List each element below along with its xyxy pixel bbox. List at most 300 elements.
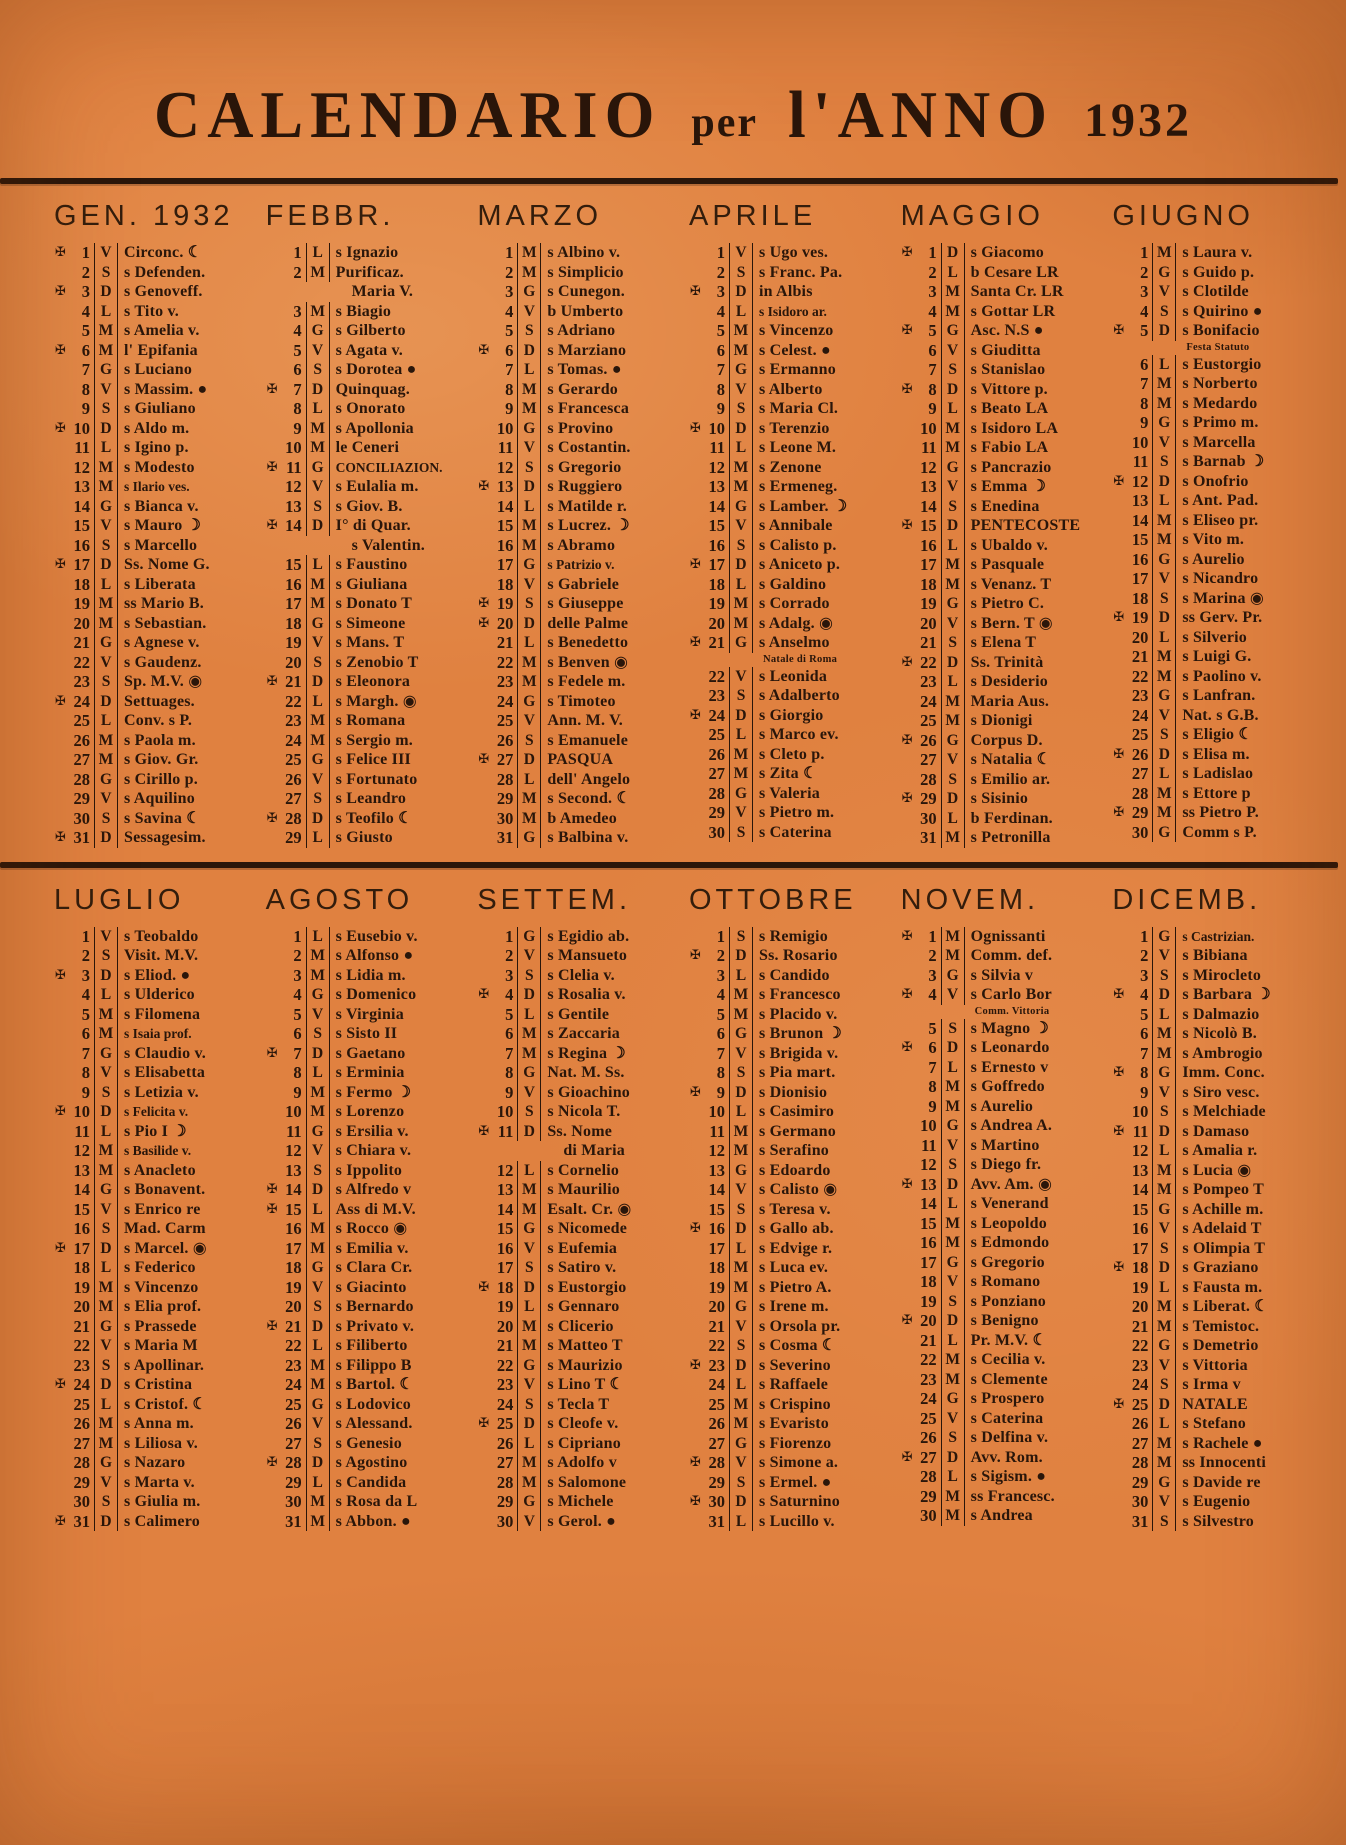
saint-name: s Guido p. (1182, 263, 1255, 281)
feast-cross-icon: ✠ (690, 284, 701, 299)
day-number: 27 (69, 750, 95, 770)
weekday-letter: V (942, 1136, 965, 1156)
day-number: 9 (704, 399, 730, 419)
day-row (52, 477, 254, 497)
day-row (52, 1083, 254, 1103)
day-number: 12 (69, 1141, 95, 1161)
saint-name: s Caterina (970, 1409, 1044, 1427)
day-row (475, 321, 677, 341)
day-row (52, 731, 254, 751)
weekday-letter: G (307, 985, 330, 1005)
weekday-letter: M (95, 1141, 118, 1161)
saint-name: s Defenden. (124, 263, 206, 281)
day-number: 19 (916, 594, 942, 614)
day-number: 7 (281, 380, 307, 400)
day-number: 23 (1127, 686, 1153, 706)
day-row (1110, 321, 1312, 341)
day-row (1110, 1044, 1312, 1064)
saint-name: Purificaz. (335, 263, 404, 281)
feast-cross-icon: ✠ (478, 1416, 490, 1431)
day-row (475, 1297, 677, 1317)
day-number: 21 (916, 633, 942, 653)
month-header-gen-1932: GEN. 1932 (54, 200, 234, 232)
saint-name: s Corrado (759, 595, 830, 612)
day-row (52, 302, 254, 322)
day-row (475, 1278, 677, 1298)
saint-name: Ann. M. V. (547, 712, 623, 729)
saint-name: s Delfina v. (970, 1429, 1049, 1446)
day-row (264, 458, 466, 478)
saint-name: s Simone a. (759, 1454, 839, 1471)
day-number: 15 (281, 1200, 307, 1220)
saint-name: s Dorotea ● (335, 361, 417, 378)
weekday-letter: G (95, 770, 118, 790)
weekday-letter: D (730, 1356, 753, 1376)
day-row (52, 1239, 254, 1259)
saint-name: s Adalg. ◉ (759, 614, 834, 632)
day-number: 19 (704, 1278, 730, 1298)
day-row (264, 1336, 466, 1356)
weekday-letter: G (95, 633, 118, 653)
day-row (264, 419, 466, 439)
day-number: 26 (69, 1414, 95, 1434)
day-number: 21 (492, 633, 518, 653)
weekday-letter: M (518, 1453, 541, 1473)
saint-name: s Rachele ● (1182, 1434, 1263, 1452)
weekday-letter: V (942, 750, 965, 770)
weekday-letter: G (1153, 1200, 1176, 1220)
day-number: 24 (69, 692, 95, 712)
day-number: 10 (281, 1102, 307, 1122)
day-row (1110, 628, 1312, 648)
weekday-letter: S (1153, 452, 1176, 472)
day-row (475, 1473, 677, 1493)
day-row (687, 686, 889, 706)
saint-name: s Cunegon. (547, 283, 625, 300)
weekday-letter: D (730, 1083, 753, 1103)
weekday-letter: G (518, 1492, 541, 1512)
day-row (264, 1395, 466, 1415)
day-row (899, 1233, 1101, 1253)
day-row (264, 1434, 466, 1454)
weekday-letter: L (942, 1331, 965, 1351)
day-number: 1 (1127, 243, 1153, 263)
weekday-letter: G (518, 1063, 541, 1083)
saint-name: ss Pietro P. (1182, 804, 1259, 821)
day-number: 14 (281, 1180, 307, 1200)
day-number: 27 (704, 1434, 730, 1454)
weekday-letter: G (1153, 927, 1176, 947)
day-number: 26 (704, 745, 730, 765)
day-row (687, 1453, 889, 1473)
weekday-letter: M (95, 614, 118, 634)
saint-name: s Fortunato (335, 770, 418, 788)
day-number: 16 (281, 575, 307, 595)
day-row (52, 1005, 254, 1025)
day-row (475, 1044, 677, 1064)
saint-name: s Matteo T (547, 1337, 623, 1354)
day-row (1110, 1161, 1312, 1181)
day-number: 16 (69, 536, 95, 556)
saint-name: s Faustino (335, 556, 408, 573)
day-row (475, 711, 677, 731)
weekday-letter: D (942, 1311, 965, 1331)
weekday-letter: G (307, 1258, 330, 1278)
weekday-letter: S (730, 1473, 753, 1493)
weekday-letter: L (942, 1467, 965, 1487)
day-number: 10 (492, 1102, 518, 1122)
day-number: 4 (916, 302, 942, 322)
day-number: 25 (916, 1409, 942, 1429)
day-number: 20 (704, 1297, 730, 1317)
saint-name: s Gentile (547, 1005, 610, 1023)
saint-name: s Luciano (124, 361, 193, 378)
weekday-letter: M (518, 263, 541, 283)
weekday-letter: D (730, 1219, 753, 1239)
day-number: 26 (1127, 1414, 1153, 1434)
day-row (899, 1038, 1101, 1058)
saint-name: s Maurilio (547, 1181, 620, 1198)
day-row (687, 1083, 889, 1103)
day-number: 23 (492, 672, 518, 692)
weekday-letter: G (518, 692, 541, 712)
weekday-letter: G (1153, 263, 1176, 283)
day-number: 7 (492, 1044, 518, 1064)
day-row (52, 1044, 254, 1064)
weekday-letter: M (518, 1044, 541, 1064)
weekday-letter: L (1153, 764, 1176, 784)
saint-name: s Clelia v. (547, 966, 615, 984)
saint-name: ss Francesc. (970, 1487, 1055, 1505)
weekday-letter: V (1153, 706, 1176, 726)
day-row (687, 575, 889, 595)
day-sub-row (1110, 341, 1312, 355)
saint-name: s Ruggiero (547, 478, 623, 495)
day-row (899, 1019, 1101, 1039)
saint-name: s Clara Cr. (335, 1259, 413, 1276)
day-number: 11 (492, 438, 518, 458)
month-agosto (264, 880, 466, 1532)
day-row (475, 770, 677, 790)
feast-cross-icon: ✠ (55, 1377, 66, 1392)
saint-name: s Fiorenzo (759, 1434, 832, 1452)
day-number: 26 (704, 1414, 730, 1434)
weekday-letter: M (1153, 1297, 1176, 1317)
saint-name: s Marta v. (124, 1473, 195, 1491)
day-row (264, 1258, 466, 1278)
saint-name: s Romano (970, 1273, 1041, 1290)
day-row (1110, 1063, 1312, 1083)
day-number: 1 (916, 243, 942, 263)
weekday-letter: L (942, 263, 965, 283)
day-row (1110, 511, 1312, 531)
weekday-letter: S (942, 633, 965, 653)
day-number: 5 (704, 1005, 730, 1025)
day-row (475, 985, 677, 1005)
weekday-letter: D (730, 282, 753, 302)
day-number: 5 (492, 321, 518, 341)
weekday-letter: L (95, 1258, 118, 1278)
weekday-letter: V (1153, 1083, 1176, 1103)
weekday-letter: V (1153, 433, 1176, 453)
saint-name: s Vittoria (1182, 1356, 1248, 1374)
weekday-letter: G (942, 458, 965, 478)
weekday-letter: S (307, 1434, 330, 1454)
day-row (1110, 1356, 1312, 1376)
day-number: 2 (916, 946, 942, 966)
day-number: 2 (1127, 946, 1153, 966)
saint-name: Comm s P. (1182, 823, 1257, 841)
weekday-letter: M (942, 1506, 965, 1526)
weekday-letter: S (730, 263, 753, 283)
saint-name: s Eusebio v. (335, 927, 418, 945)
day-number: 22 (281, 692, 307, 712)
weekday-letter: S (95, 672, 118, 692)
saint-name: s Pompeo T (1182, 1181, 1265, 1198)
weekday-letter: S (307, 653, 330, 673)
day-row (899, 946, 1101, 966)
day-number: 6 (1127, 1024, 1153, 1044)
day-number: 15 (1127, 1200, 1153, 1220)
day-row (52, 692, 254, 712)
day-row (475, 1434, 677, 1454)
day-number: 3 (281, 302, 307, 322)
day-number: 11 (69, 1122, 95, 1142)
day-row (264, 1200, 466, 1220)
saint-name: s Giusto (335, 829, 393, 846)
day-number: 18 (704, 1258, 730, 1278)
weekday-letter: M (518, 380, 541, 400)
weekday-letter: G (730, 497, 753, 517)
day-row (687, 667, 889, 687)
feast-cross-icon: ✠ (1113, 323, 1125, 338)
day-number: 16 (704, 1219, 730, 1239)
day-number: 2 (69, 263, 95, 283)
day-number: 29 (69, 789, 95, 809)
saint-name: s Maria M (124, 1337, 198, 1354)
day-row (475, 614, 677, 634)
day-number: 10 (69, 419, 95, 439)
day-number: 23 (281, 711, 307, 731)
weekday-letter: L (942, 672, 965, 692)
saint-name: s Placido v. (759, 1005, 838, 1023)
day-number: 16 (281, 1219, 307, 1239)
weekday-letter: L (730, 1512, 753, 1532)
day-number: 8 (916, 380, 942, 400)
saint-name: s Silvia v (970, 966, 1034, 984)
day-row (687, 725, 889, 745)
saint-name: s Abramo (547, 536, 616, 554)
day-number: 1 (492, 927, 518, 947)
saint-name: s Costantin. (547, 439, 631, 456)
weekday-letter: M (518, 1336, 541, 1356)
weekday-letter: M (730, 1414, 753, 1434)
weekday-letter: S (518, 1395, 541, 1415)
saint-name: s Edoardo (759, 1161, 831, 1179)
day-row (52, 653, 254, 673)
weekday-letter: L (1153, 491, 1176, 511)
weekday-letter: M (307, 1375, 330, 1395)
day-number: 29 (492, 1492, 518, 1512)
day-number: 5 (916, 321, 942, 341)
day-row (52, 1141, 254, 1161)
saint-name: s Isaia prof. (124, 1026, 192, 1041)
weekday-letter: V (307, 1141, 330, 1161)
day-row (475, 809, 677, 829)
day-row (52, 1375, 254, 1395)
weekday-letter: D (518, 985, 541, 1005)
saint-name: s Eliod. ● (124, 966, 191, 984)
day-number: 20 (281, 653, 307, 673)
weekday-letter: L (518, 1161, 541, 1181)
feast-cross-icon: ✠ (690, 1494, 701, 1509)
day-number: 30 (916, 1506, 942, 1526)
day-row (475, 1219, 677, 1239)
day-number: 9 (69, 399, 95, 419)
day-number: 24 (492, 692, 518, 712)
day-number: 31 (704, 1512, 730, 1532)
day-number: 24 (281, 1375, 307, 1395)
weekday-letter: M (518, 536, 541, 556)
day-number: 28 (492, 1473, 518, 1493)
weekday-letter: L (518, 360, 541, 380)
feast-cross-icon: ✠ (55, 342, 66, 358)
weekday-letter: M (95, 731, 118, 751)
day-number: 28 (1127, 784, 1153, 804)
day-row (687, 1024, 889, 1044)
day-row (264, 321, 466, 341)
day-row (687, 1141, 889, 1161)
feast-cross-icon: ✠ (690, 707, 701, 723)
saint-name: s Ant. Pad. (1182, 492, 1259, 509)
weekday-letter: M (942, 1350, 965, 1370)
month-giugno (1110, 196, 1312, 848)
saint-name: s Aldo m. (124, 419, 190, 437)
saint-name: s Andrea A. (970, 1117, 1053, 1134)
weekday-letter: V (518, 1239, 541, 1259)
weekday-letter: D (1153, 321, 1176, 341)
weekday-letter: L (730, 1239, 753, 1259)
day-row (264, 1375, 466, 1395)
day-number: 16 (492, 536, 518, 556)
day-row (899, 672, 1101, 692)
day-row (475, 243, 677, 263)
weekday-letter: M (307, 263, 330, 283)
saint-name: s Mansueto (547, 947, 628, 964)
day-number: 17 (916, 555, 942, 575)
weekday-letter: L (95, 575, 118, 595)
day-row (475, 1512, 677, 1532)
day-number: 30 (281, 1492, 307, 1512)
weekday-letter: V (730, 803, 753, 823)
day-row (1110, 1492, 1312, 1512)
day-row (1110, 1317, 1312, 1337)
weekday-letter: V (1153, 1219, 1176, 1239)
saint-name: s Lodovico (335, 1395, 411, 1413)
day-row (687, 321, 889, 341)
day-number: 15 (916, 516, 942, 536)
day-row (899, 1097, 1101, 1117)
saint-name: s Bartol. ☾ (335, 1376, 414, 1393)
month-header-settem: SETTEM. (477, 883, 631, 916)
saint-name: s Paolino v. (1182, 667, 1262, 685)
weekday-letter: V (95, 1200, 118, 1220)
weekday-letter: V (1153, 569, 1176, 589)
saint-name: s Modesto (124, 458, 195, 476)
weekday-letter: M (518, 1024, 541, 1044)
day-number: 4 (704, 985, 730, 1005)
day-number: 26 (916, 731, 942, 751)
weekday-letter: S (518, 1102, 541, 1122)
day-row (899, 1311, 1101, 1331)
saint-name: s Simeone (335, 614, 406, 632)
day-row (687, 497, 889, 517)
feast-cross-icon: ✠ (478, 987, 490, 1002)
weekday-letter: V (307, 770, 330, 790)
day-number: 21 (1127, 647, 1153, 667)
saint-name: dell' Angelo (547, 770, 631, 788)
saint-name: Nat. M. Ss. (547, 1064, 625, 1081)
saint-name: s Genoveff. (124, 283, 203, 300)
day-number: 11 (704, 438, 730, 458)
saint-name: s Ugo ves. (759, 244, 829, 261)
day-number: 1 (281, 243, 307, 263)
day-number: 2 (281, 946, 307, 966)
weekday-letter: M (307, 966, 330, 986)
day-row (899, 789, 1101, 809)
day-row (52, 809, 254, 829)
saint-name: s Gerol. ● (547, 1512, 617, 1530)
feast-cross-icon: ✠ (55, 1240, 66, 1256)
weekday-letter: M (730, 458, 753, 478)
weekday-letter: M (518, 516, 541, 536)
day-number: 31 (69, 828, 95, 848)
weekday-letter: M (95, 321, 118, 341)
day-row (899, 1370, 1101, 1390)
day-number: 16 (704, 536, 730, 556)
weekday-letter: M (307, 438, 330, 458)
weekday-letter: L (307, 828, 330, 848)
feast-cross-icon: ✠ (55, 284, 66, 299)
weekday-letter: M (942, 711, 965, 731)
weekday-letter: S (1153, 966, 1176, 986)
day-number: 3 (916, 282, 942, 302)
day-row (52, 1200, 254, 1220)
day-row (1110, 1180, 1312, 1200)
day-number: 10 (492, 419, 518, 439)
month-febbr (264, 196, 466, 848)
day-number: 19 (1127, 1278, 1153, 1298)
day-row (687, 985, 889, 1005)
day-number: 20 (69, 1297, 95, 1317)
saint-name: s Margh. ◉ (335, 692, 417, 710)
weekday-letter: L (518, 633, 541, 653)
day-row (687, 438, 889, 458)
day-sub-row (264, 536, 466, 556)
day-number: 10 (1127, 433, 1153, 453)
day-number: 17 (1127, 1239, 1153, 1259)
day-number: 2 (704, 263, 730, 283)
saint-name: s Liberat. ☾ (1182, 1298, 1269, 1315)
saint-name: s Nicola T. (547, 1103, 621, 1120)
saint-name: s Stefano (1182, 1415, 1246, 1432)
month-gen-1932 (52, 196, 254, 848)
day-row (899, 927, 1101, 947)
day-number: 8 (704, 1063, 730, 1083)
day-row (899, 536, 1101, 556)
day-row (687, 1395, 889, 1415)
day-number: 24 (281, 731, 307, 751)
